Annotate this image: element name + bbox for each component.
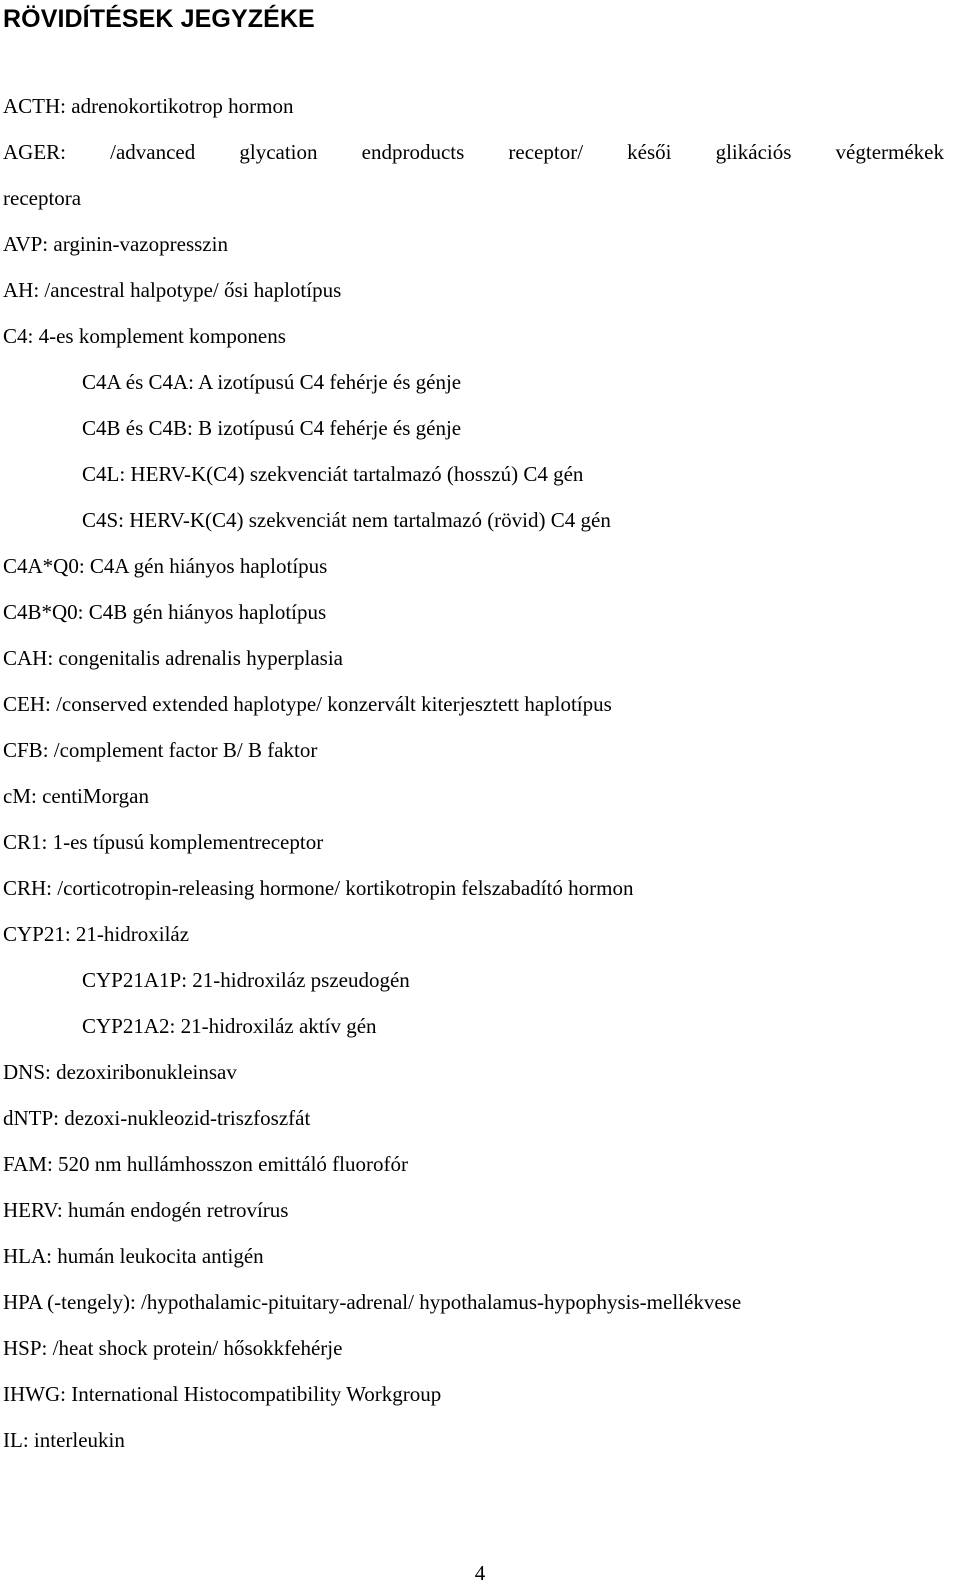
abbreviation-entry: CR1: 1-es típusú komplementreceptor	[3, 830, 324, 854]
abbreviation-subentry: CYP21A2: 21-hidroxiláz aktív gén	[82, 1014, 377, 1038]
abbreviation-entry: IHWG: International Histocompatibility Workgroup	[3, 1382, 442, 1406]
abbreviation-list	[0, 88, 960, 1468]
abbreviation-subentry: C4L: HERV-K(C4) szekvenciát tartalmazó (hosszú) C4 gén	[82, 462, 584, 486]
abbreviation-entry: CAH: congenitalis adrenalis hyperplasia	[3, 646, 343, 670]
abbreviation-entry: C4: 4-es komplement komponens	[3, 324, 286, 348]
abbreviation-entry: CRH: /corticotropin-releasing hormone/ kortikotropin felszabadító hormon	[3, 876, 634, 900]
page-number: 4	[474, 1561, 486, 1585]
abbreviation-entry: cM: centiMorgan	[3, 784, 149, 808]
abbreviation-entry: dNTP: dezoxi-nukleozid-triszfoszfát	[3, 1106, 311, 1130]
abbreviation-subentry: CYP21A1P: 21-hidroxiláz pszeudogén	[82, 968, 410, 992]
abbreviation-entry: ACTH: adrenokortikotrop hormon	[3, 94, 294, 118]
abbreviation-entry: HSP: /heat shock protein/ hősokkfehérje	[3, 1336, 343, 1360]
abbreviation-entry: HPA (-tengely): /hypothalamic-pituitary-adrenal/ hypothalamus-hypophysis-mellékvese	[3, 1290, 742, 1314]
abbreviation-entry: C4A*Q0: C4A gén hiányos haplotípus	[3, 554, 328, 578]
abbreviation-entry: CEH: /conserved extended haplotype/ konzervált kiterjesztett haplotípus	[3, 692, 612, 716]
abbreviation-entry: AVP: arginin-vazopresszin	[3, 232, 228, 256]
abbreviation-entry: IL: interleukin	[3, 1428, 125, 1452]
abbreviation-entry: AH: /ancestral halpotype/ ősi haplotípus	[3, 278, 342, 302]
abbreviation-entry: receptora	[3, 186, 82, 210]
abbreviation-entry: CFB: /complement factor B/ B faktor	[3, 738, 318, 762]
abbreviation-entry: HLA: humán leukocita antigén	[3, 1244, 264, 1268]
abbreviation-entry: FAM: 520 nm hullámhosszon emittáló fluorofór	[3, 1152, 408, 1176]
abbreviation-entry: HERV: humán endogén retrovírus	[3, 1198, 289, 1222]
abbreviation-subentry: C4A és C4A: A izotípusú C4 fehérje és génje	[82, 370, 462, 394]
abbreviation-entry: CYP21: 21-hidroxiláz	[3, 922, 190, 946]
abbreviation-subentry: C4B és C4B: B izotípusú C4 fehérje és génje	[82, 416, 462, 440]
abbreviation-entry: DNS: dezoxiribonukleinsav	[3, 1060, 237, 1084]
abbreviation-entry: C4B*Q0: C4B gén hiányos haplotípus	[3, 600, 327, 624]
page-title: RÖVIDÍTÉSEK JEGYZÉKE	[3, 5, 315, 33]
abbreviation-entry: AGER: /advanced glycation endproducts receptor/ késői glikációs végtermékek	[3, 140, 944, 164]
abbreviation-subentry: C4S: HERV-K(C4) szekvenciát nem tartalmazó (rövid) C4 gén	[82, 508, 611, 532]
